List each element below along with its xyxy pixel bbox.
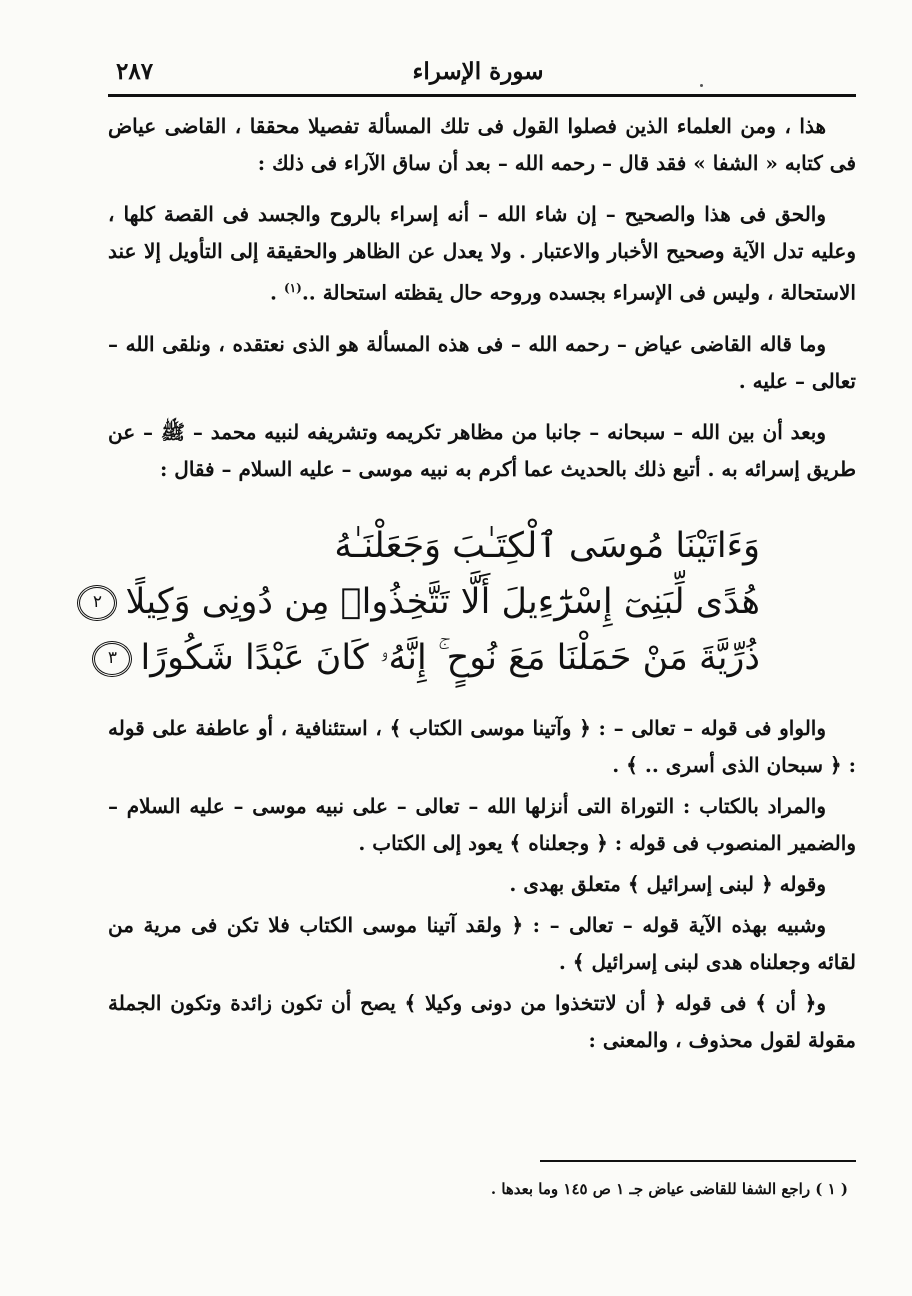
footnote: ( ١ ) راجع الشفا للقاضى عياض جـ ١ ص ١٤٥ وما بعدها . [490,1180,848,1198]
verse-text-3: ذُرِّيَّةَ مَنْ حَمَلْنَا مَعَ نُوحٍ ۚ إِنَّهُۥ كَانَ عَبْدًا شَكُورًا [140,637,760,678]
commentary-4: وشبيه بهذه الآية قوله – تعالى – : ﴿ ولقد آتينا موسى الكتاب فلا تكن فى مرية من لقائه وجعلناه هدى لبنى إسرائيل ﴾ . [108,912,856,974]
commentary-2: والمراد بالكتاب : التوراة التى أنزلها الله – تعالى – على نبيه موسى – عليه السلام – والضمير المنصوب فى قوله : ﴿ وجعلناه ﴾ يعود إلى الكتاب . [108,793,856,855]
page-header [108,56,856,96]
commentary-3: وقوله ﴿ لبنى إسرائيل ﴾ متعلق بهدى . [509,871,826,896]
quran-verses [92,518,856,686]
paragraph-4: وبعد أن بين الله – سبحانه – جانبا من مظاهر تكريمه وتشريفه لنبيه محمد – ﷺ – عن طريق إسرائه به . أتبع ذلك بالحديث عما أكرم به نبيه موسى – عليه السلام – فقال : [108,419,856,481]
paragraph-1: هذا ، ومن العلماء الذين فصلوا القول فى تلك المسألة تفصيلا محققا ، القاضى عياض فى كتابه « الشفا » فقد قال – رحمه الله – بعد أن ساق الآراء فى ذلك : [108,114,856,175]
verse-line-3 [107,630,760,686]
paragraph-3: وما قاله القاضى عياض – رحمه الله – فى هذه المسألة هو الذى نعتقده ، ونلقى الله – تعالى – عليه . [108,331,856,393]
footnote-rule [540,1160,856,1162]
verse-line-1 [158,518,760,574]
commentary-5: و﴿ أن ﴾ فى قوله ﴿ أن لاتتخذوا من دونى وكيلا ﴾ يصح أن تكون زائدة وتكون الجملة مقولة لقول محذوف ، والمعنى : [108,990,856,1052]
print-speck [700,84,703,87]
page-number: ٢٨٧ [116,58,154,85]
header-rule [108,94,856,97]
paragraph-2 [108,196,856,312]
paragraph-2-end: . [270,280,284,305]
paragraph-2-text: والحق فى هذا والصحيح – إن شاء الله – أنه إسراء بالروح والجسد فى القصة كلها ، وعليه تدل الآية وصحيح الأخبار والاعتبار . ولا يعدل عن الظاهر والحقيقة إلى التأويل إلا عند الاستحالة ، وليس فى الإسراء بجسده وروحه حال يقظته استحالة .. [108,202,856,305]
main-text [92,108,856,1059]
verse-text-2: هُدًى لِّبَنِىٓ إِسْرَٰٓءِيلَ أَلَّا تَتَّخِذُوا۟ مِن دُونِى وَكِيلًا [125,581,760,622]
running-title: سورة الإسراء [412,58,544,85]
footnote-reference: (١) [283,281,302,295]
ayah-number-marker-2: ٢ [77,585,117,621]
commentary-1: والواو فى قوله – تعالى – : ﴿ وآتينا موسى الكتاب ﴾ ، استئنافية ، أو عاطفة على قوله : ﴿ سبحان الذى أسرى .. ﴾ . [108,715,856,777]
verse-text-1: وَءَاتَيْنَا مُوسَى ٱلْكِتَـٰبَ وَجَعَلْنَـٰهُ [334,525,760,566]
verse-line-2 [92,574,760,630]
ayah-number-marker-3: ٣ [92,641,132,677]
